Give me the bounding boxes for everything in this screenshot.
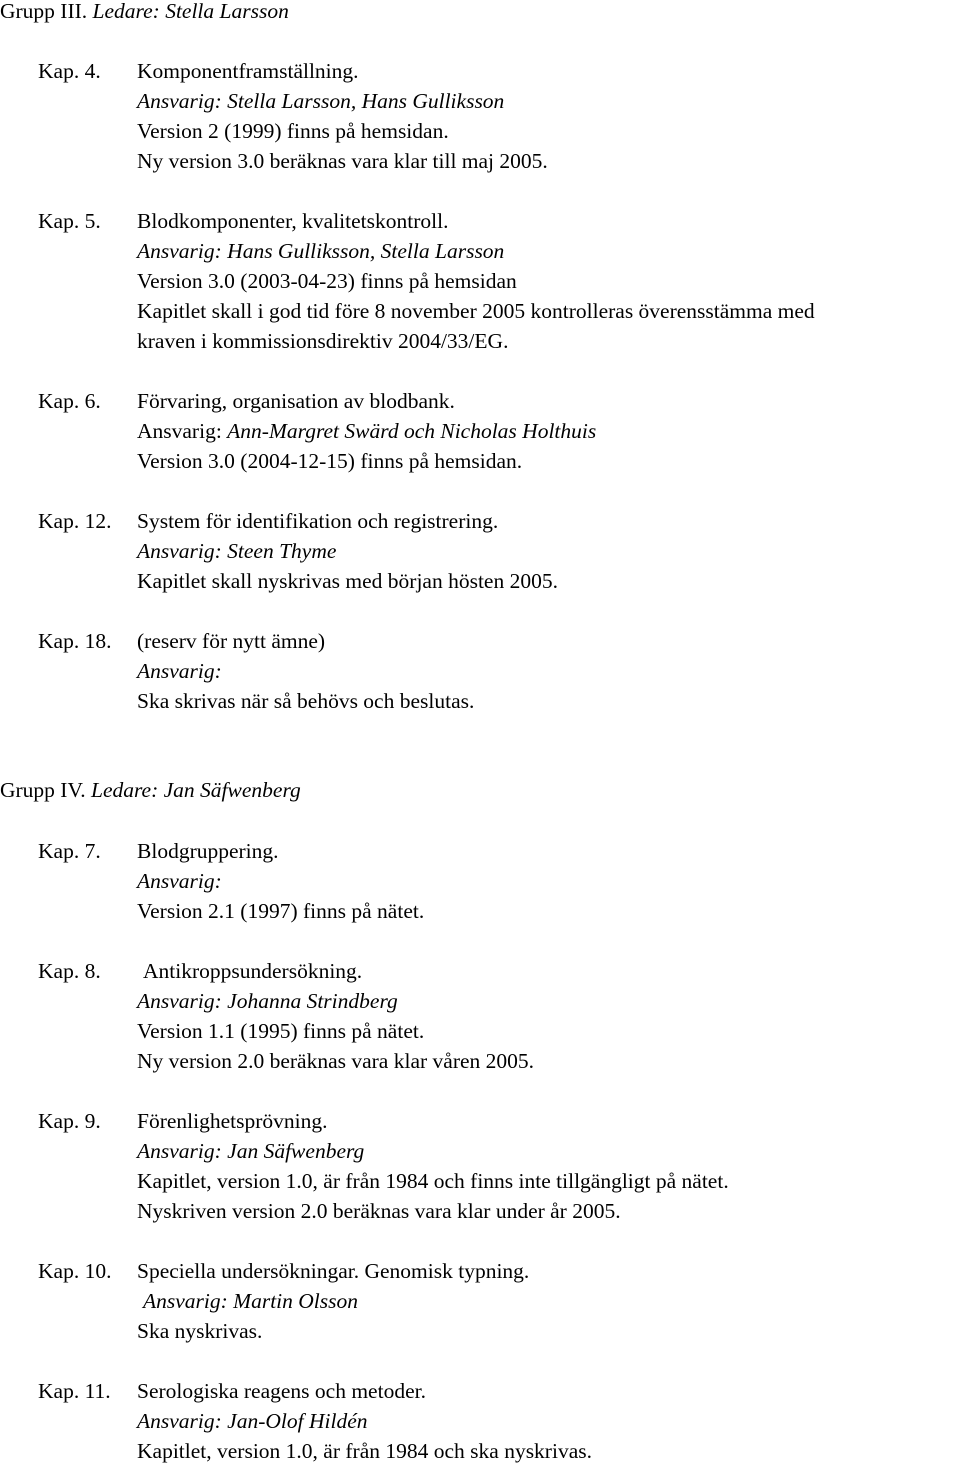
chapter-note: Ny version 3.0 beräknas vara klar till maj 2005. bbox=[137, 149, 548, 173]
group-leader: Ledare: Stella Larsson bbox=[92, 0, 289, 23]
chapter-note: Version 3.0 (2004-12-15) finns på hemsidan. bbox=[137, 449, 523, 473]
responsible-label: Ansvarig: bbox=[137, 419, 222, 443]
chapter-responsible bbox=[137, 418, 596, 444]
chapter-title: (reserv för nytt ämne) bbox=[137, 629, 326, 653]
chapter-title: Förenlighetsprövning. bbox=[137, 1109, 328, 1133]
chapter-responsible: Ansvarig: bbox=[137, 869, 222, 893]
chapter-responsible: Ansvarig: Jan Säfwenberg bbox=[137, 1139, 365, 1163]
chapter-title: Blodkomponenter, kvalitetskontroll. bbox=[137, 209, 449, 233]
chapter-number: Kap. 12. bbox=[38, 509, 112, 533]
chapter-note: Version 3.0 (2003-04-23) finns på hemsidan bbox=[137, 269, 517, 293]
chapter-number: Kap. 4. bbox=[38, 59, 101, 83]
responsible-name: Ann-Margret Swärd och Nicholas Holthuis bbox=[227, 419, 597, 443]
chapter-note: Version 2.1 (1997) finns på nätet. bbox=[137, 899, 425, 923]
chapter-number: Kap. 5. bbox=[38, 209, 101, 233]
chapter-title: Speciella undersökningar. Genomisk typning. bbox=[137, 1259, 530, 1283]
chapter-title: Förvaring, organisation av blodbank. bbox=[137, 389, 455, 413]
chapter-responsible: Ansvarig: Jan-Olof Hildén bbox=[137, 1409, 368, 1433]
chapter-number: Kap. 9. bbox=[38, 1109, 101, 1133]
chapter-note: Kapitlet, version 1.0, är från 1984 och finns inte tillgängligt på nätet. bbox=[137, 1169, 729, 1193]
chapter-responsible: Ansvarig: Martin Olsson bbox=[143, 1289, 358, 1313]
chapter-number: Kap. 11. bbox=[38, 1379, 111, 1403]
group-label: Grupp IV. bbox=[0, 778, 86, 802]
chapter-number: Kap. 6. bbox=[38, 389, 101, 413]
chapter-number: Kap. 7. bbox=[38, 839, 101, 863]
chapter-note: Kapitlet skall nyskrivas med början hösten 2005. bbox=[137, 569, 558, 593]
chapter-responsible: Ansvarig: Steen Thyme bbox=[137, 539, 337, 563]
chapter-title: System för identifikation och registrering. bbox=[137, 509, 499, 533]
chapter-number: Kap. 8. bbox=[38, 959, 101, 983]
chapter-note: kraven i kommissionsdirektiv 2004/33/EG. bbox=[137, 329, 509, 353]
chapter-note: Ska skrivas när så behövs och beslutas. bbox=[137, 689, 475, 713]
chapter-title: Serologiska reagens och metoder. bbox=[137, 1379, 426, 1403]
group-leader: Ledare: Jan Säfwenberg bbox=[90, 778, 301, 802]
chapter-responsible: Ansvarig: Johanna Strindberg bbox=[137, 989, 398, 1013]
chapter-number: Kap. 18. bbox=[38, 629, 112, 653]
chapter-note: Kapitlet skall i god tid före 8 november 2005 kontrolleras överensstämma med bbox=[137, 299, 815, 323]
chapter-note: Nyskriven version 2.0 beräknas vara klar under år 2005. bbox=[137, 1199, 621, 1223]
chapter-responsible: Ansvarig: Hans Gulliksson, Stella Larsson bbox=[137, 239, 505, 263]
chapter-note: Version 1.1 (1995) finns på nätet. bbox=[137, 1019, 425, 1043]
group-heading bbox=[0, 0, 289, 24]
chapter-title: Komponentframställning. bbox=[137, 59, 359, 83]
chapter-note: Ny version 2.0 beräknas vara klar våren 2005. bbox=[137, 1049, 535, 1073]
group-heading bbox=[0, 777, 301, 803]
chapter-responsible: Ansvarig: bbox=[137, 659, 222, 683]
group-label: Grupp III. bbox=[0, 0, 88, 23]
chapter-title: Antikroppsundersökning. bbox=[143, 959, 363, 983]
chapter-title: Blodgruppering. bbox=[137, 839, 279, 863]
chapter-number: Kap. 10. bbox=[38, 1259, 112, 1283]
chapter-responsible: Ansvarig: Stella Larsson, Hans Gulliksson bbox=[137, 89, 505, 113]
chapter-note: Ska nyskrivas. bbox=[137, 1319, 263, 1343]
chapter-note: Version 2 (1999) finns på hemsidan. bbox=[137, 119, 449, 143]
chapter-note: Kapitlet, version 1.0, är från 1984 och ska nyskrivas. bbox=[137, 1439, 592, 1463]
